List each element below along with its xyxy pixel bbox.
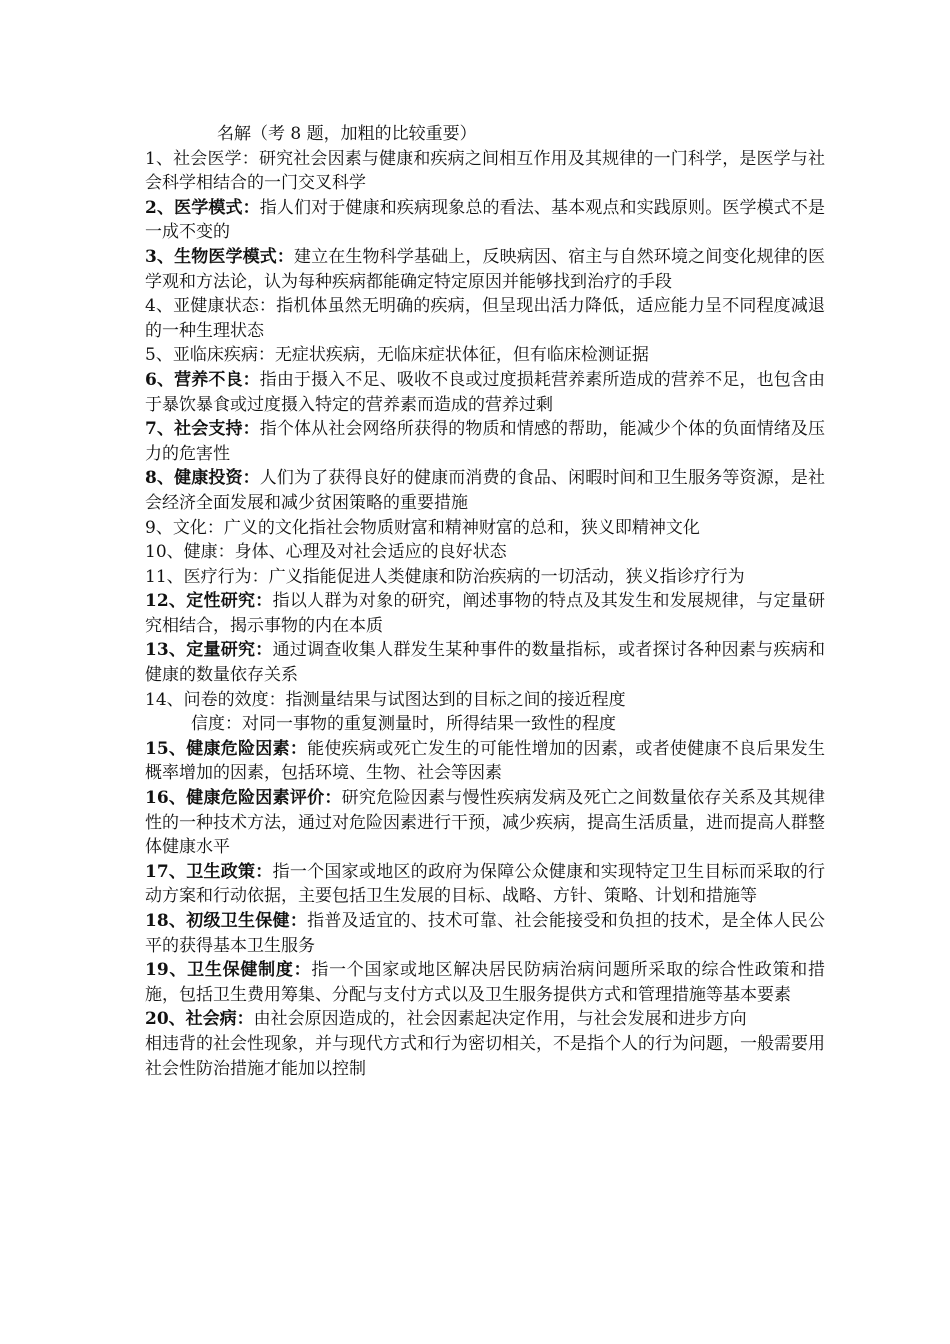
glossary-entry — [145, 909, 825, 958]
entry-definition: 无症状疾病，无临床症状体征，但有临床检测证据 — [274, 345, 649, 366]
entry-term: 14、问卷的效度： — [145, 689, 286, 710]
document-page — [145, 122, 825, 1081]
entry-definition: 广义的文化指社会物质财富和精神财富的总和，狭义即精神文化 — [223, 517, 700, 538]
entry-term: 12、定性研究： — [145, 591, 273, 612]
entry-definition: 由社会原因造成的，社会因素起决定作用，与社会发展和进步方向 — [253, 1009, 747, 1030]
glossary-entry — [145, 245, 825, 294]
glossary-entry — [145, 368, 825, 417]
glossary-entry — [145, 737, 825, 786]
glossary-entry — [145, 417, 825, 466]
entry-definition: 通过调查收集人群发生某种事件的数量指标，或者探讨各种因素与疾病和健康的数量依存关系 — [145, 640, 825, 686]
entry-definition: 能使疾病或死亡发生的可能性增加的因素，或者使健康不良后果发生概率增加的因素，包括环境、生物、社会等因素 — [145, 738, 825, 784]
entry-definition: 指一个国家或地区的政府为保障公众健康和实现特定卫生目标而采取的行动方案和行动依据，主要包括卫生发展的目标、战略、方针、策略、计划和措施等 — [145, 861, 825, 907]
entry-term: 13、定量研究： — [145, 640, 273, 661]
glossary-entry — [145, 565, 825, 590]
entry-definition: 身体、心理及对社会适应的良好状态 — [234, 542, 507, 563]
glossary-entry — [145, 196, 825, 245]
glossary-entry — [145, 638, 825, 687]
entry-term: 7、社会支持： — [145, 419, 260, 440]
entry-definition: 广义指能促进人类健康和防治疾病的一切活动，狭义指诊疗行为 — [268, 566, 745, 587]
glossary-entry — [145, 516, 825, 541]
glossary-entry — [145, 466, 825, 515]
entry-definition: 人们为了获得良好的健康而消费的食品、闲暇时间和卫生服务等资源，是社会经济全面发展和减少贫困策略的重要措施 — [145, 468, 825, 513]
entry-definition: 研究社会因素与健康和疾病之间相互作用及其规律的一门科学，是医学与社会科学相结合的一门交叉科学 — [145, 148, 826, 194]
entry-definition: 研究危险因素与慢性疾病发病及死亡之间数量依存关系及其规律性的一种技术方法，通过对危险因素进行干预，减少疾病，提高生活质量，进而提高人群整体健康水平 — [145, 788, 825, 858]
glossary-entry — [145, 860, 825, 909]
glossary-entry — [145, 147, 825, 196]
entry-term: 9、文化： — [145, 517, 224, 538]
entry-definition: 建立在生物科学基础上，反映病因、宿主与自然环境之间变化规律的医学观和方法论，认为每种疾病都能确定特定原因并能够找到治疗的手段 — [145, 246, 825, 292]
entry-term: 1、社会医学： — [145, 148, 259, 169]
glossary-entry — [145, 712, 825, 737]
entry-term: 10、健康： — [145, 542, 235, 563]
glossary-entry — [145, 294, 825, 343]
entry-term: 5、亚临床疾病： — [145, 345, 275, 366]
entry-term: 11、医疗行为： — [145, 566, 269, 587]
entry-definition: 对同一事物的重复测量时，所得结果一致性的程度 — [242, 714, 616, 735]
entry-definition: 相违背的社会性现象，并与现代方式和行为密切相关，不是指个人的行为问题，一般需要用社会性防治措施才能加以控制 — [145, 1033, 825, 1079]
glossary-entry — [145, 589, 825, 638]
page-heading: 名解（考 8 题，加粗的比较重要） — [217, 124, 477, 144]
entry-term: 15、健康危险因素： — [145, 738, 308, 759]
glossary-list — [145, 147, 825, 1082]
entry-term: 4、亚健康状态： — [145, 296, 277, 317]
entry-term: 3、生物医学模式： — [145, 246, 295, 267]
entry-definition: 指机体虽然无明确的疾病，但呈现出活力降低，适应能力呈不同程度减退的一种生理状态 — [145, 296, 825, 341]
glossary-entry — [145, 688, 825, 713]
entry-term: 20、社会病： — [145, 1009, 254, 1030]
entry-term: 17、卫生政策： — [145, 861, 273, 882]
entry-definition: 指测量结果与试图达到的目标之间的接近程度 — [285, 689, 626, 710]
entry-term: 6、营养不良： — [145, 369, 260, 390]
glossary-entry — [145, 958, 825, 1007]
entry-definition: 指人们对于健康和疾病现象总的看法、基本观点和实践原则。医学模式不是一成不变的 — [145, 197, 825, 243]
entry-term: 2、医学模式： — [145, 197, 260, 218]
entry-definition: 指以人群为对象的研究，阐述事物的特点及其发生和发展规律，与定量研究相结合，揭示事物的内在本质 — [145, 591, 825, 636]
entry-definition: 指一个国家或地区解决居民防病治病问题所采取的综合性政策和措施，包括卫生费用筹集、分配与支付方式以及卫生服务提供方式和管理措施等基本要素 — [145, 960, 825, 1005]
glossary-entry — [145, 343, 825, 368]
entry-definition: 指普及适宜的、技术可靠、社会能接受和负担的技术，是全体人民公平的获得基本卫生服务 — [145, 911, 825, 956]
entry-term: 19、卫生保健制度： — [145, 960, 312, 981]
glossary-entry — [145, 1007, 825, 1032]
entry-term: 8、健康投资： — [145, 468, 260, 489]
glossary-entry — [145, 1032, 825, 1081]
entry-definition: 指由于摄入不足、吸收不良或过度损耗营养素所造成的营养不足，也包含由于暴饮暴食或过度摄入特定的营养素而造成的营养过剩 — [145, 369, 825, 415]
entry-term: 18、初级卫生保健： — [145, 911, 308, 931]
glossary-entry — [145, 540, 825, 565]
entry-term: 16、健康危险因素评价： — [145, 788, 342, 809]
entry-definition: 指个体从社会网络所获得的物质和情感的帮助，能减少个体的负面情绪及压力的危害性 — [145, 419, 825, 464]
entry-term: 信度： — [191, 714, 242, 735]
glossary-entry — [145, 786, 825, 860]
